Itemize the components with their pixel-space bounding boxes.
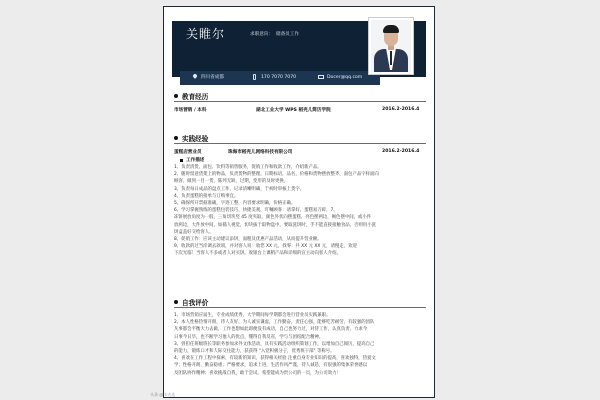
candidate-name: 关睢尔: [186, 27, 226, 41]
education-period: 2016.2-2016.4: [382, 107, 420, 112]
email-text: Docer@qq.com: [327, 74, 363, 80]
contact-bar: [180, 71, 380, 85]
education-section-title: 教育经历: [174, 91, 208, 101]
evaluation-line: 1、市场营销应届生，专业成绩优秀，大学期间每学期都会进行营业员实践兼职。: [174, 313, 331, 318]
square-bullet-icon: [180, 159, 183, 162]
contact-email: [318, 74, 362, 80]
phone-text: 170 7070 7070: [261, 74, 297, 80]
location-pin-icon: [192, 74, 198, 80]
contact-phone: [252, 74, 296, 80]
job-line: 8、促销工作：应该主动建议添饼，面粗及优惠产品活动，从而提升营业额。: [174, 237, 322, 243]
education-divider: [174, 101, 426, 102]
profile-photo: [368, 17, 414, 75]
job-line: 下次光临！当客人不多或者人对买饼，收银台上课稍产品和详细的宣主动向客人介绍。: [174, 251, 341, 257]
education-school: 湖北工业大学 WPS 稻壳儿简历学院: [256, 108, 331, 113]
job-line: 冻饼展放角度为一般，三角切块竖 45 度夹取，颜色外状向摆蛋糕，亮色摆两边，褐色摆中间，或小件: [174, 215, 372, 221]
watermark-text: 头条 @卡夫达: [150, 392, 176, 397]
job-desc-label: 工作描述: [180, 157, 204, 163]
avatar: [371, 20, 411, 72]
job-line: 9、收款的过当岸调去款项，并对客人说：收您 XX 元，找零：共 XX 元 XX 元，请慢走，欢迎: [174, 244, 357, 250]
job-intention: [250, 31, 299, 37]
evaluation-section-title: 自我评价: [174, 297, 208, 307]
job-line: 5、确保所开票据准确，字迹工整，内容要求明确，价格正确。: [174, 201, 296, 207]
evaluation-divider: [174, 307, 426, 308]
evaluation-line: 学；性格开朗，勤奋稳重；严格要求，追求上进，生活作风严谨，待人诚恳，有很强的集体荣誉感以: [174, 363, 368, 369]
job-line: 饼盒盖好交给客人。: [174, 229, 214, 235]
job-line: 4、负责蛋糕的接单与订购事宜。: [174, 193, 239, 199]
mail-icon: [318, 74, 324, 80]
location-text: 四川省成都: [201, 75, 224, 80]
job-line: 1、负责清货、面包、饮料等销售服务，促销工作和收款工作，介绍新产品。: [174, 165, 322, 170]
job-description: [174, 164, 426, 258]
resume-page: [163, 6, 435, 398]
evaluation-line: 日事今日毕，也不断学习他人的优点，懂得自我反省，学与与团结配合精神。: [174, 334, 324, 340]
job-company: 珠海市稻壳儿网络科技有限公司: [228, 150, 293, 155]
phone-icon: [252, 74, 258, 80]
job-role: 蛋糕店营业员: [174, 150, 202, 155]
evaluation-line: 4、喜欢在工作工程中探索，有较新的知识，获得相关经验 注重自身专业知识的提高，喜欢独特，热爱文: [174, 356, 376, 362]
job-line: 6、学习掌握熟练的蛋糕包装技巧，快捷美观，叮嘱顾客：请拿好，蛋糕易刀碎，7、: [174, 208, 338, 214]
job-line: 3、负责每日成品的盘点工作，记录清晰明确，于初时审核上货字。: [174, 186, 305, 192]
evaluation-line: 凡事都会平衡大力去做，工作也想如此即便没有成功，自己也努力过，对待工作，认真负责，力求今: [174, 327, 368, 333]
evaluation-line: 的能力，锻炼口才和人际交往能力，获获得 "入党积极分子，优秀班干部" 等称号。: [174, 349, 335, 355]
evaluation-line: 2、本人性格热情开朗，待人友好，为人诚实谦虚，工作勤奋，责任心强，能够吃苦耐劳，有较强的团队: [174, 320, 375, 326]
experience-section-title: 实践经验: [174, 133, 208, 143]
experience-divider: [174, 143, 426, 144]
job-line: 2、随时留意货架上的物品，负责货物的整理，日期标语，品名，价格和货物摆放整齐，面包产品字样面向: [174, 172, 379, 178]
education-major: 市场营销 / 本科: [174, 108, 207, 113]
job-line: 顾客，做到一目一货，陈列无缺，过期，变形的及时更换。: [174, 179, 289, 185]
contact-location: [192, 74, 224, 80]
evaluation-line: 及团队协作精神；喜欢挑战自我，敢于尝试，希望能成为贵公司的一员，为公司效力！: [174, 370, 341, 376]
bullet-dot-icon: [174, 136, 178, 140]
bullet-dot-icon: [174, 94, 178, 98]
job-intention-value: 储备员工作: [275, 32, 299, 37]
job-intention-label: 求职意向：: [250, 32, 273, 37]
job-period: 2016.2-2016.4: [382, 149, 420, 154]
evaluation-line: 3、曾担任班级班长等职务参加求外文体活动，具有实践活动组织策划工作，以增加自己阅历，提高自己: [174, 341, 375, 347]
job-line: 放两边，大件放中间，如插人视觉，切块拔于取物盘中，要取洗饼时，手不能直接接触食品，否则用小洗: [174, 222, 376, 228]
evaluation-text: [174, 312, 426, 377]
bullet-dot-icon: [174, 300, 178, 304]
